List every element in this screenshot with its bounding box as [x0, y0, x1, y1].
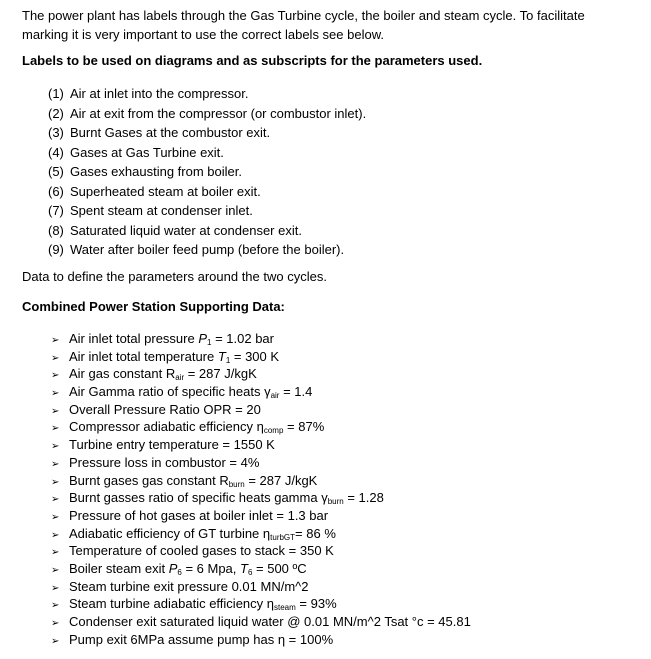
arrow-bullet-icon: ➢: [51, 476, 60, 488]
arrow-bullet-icon: ➢: [51, 458, 60, 470]
data-item-boiler-pressure: ➢ Pressure of hot gases at boiler inlet = 1.3 bar: [51, 507, 471, 525]
list-item: (1) Air at inlet into the compressor.: [48, 86, 249, 101]
arrow-bullet-icon: ➢: [51, 370, 60, 382]
arrow-bullet-icon: ➢: [51, 388, 60, 400]
arrow-bullet-icon: ➢: [51, 352, 60, 364]
arrow-bullet-icon: ➢: [51, 618, 60, 629]
labels-heading: Labels to be used on diagrams and as subscripts for the parameters used.: [22, 53, 483, 68]
arrow-bullet-icon: ➢: [51, 529, 60, 541]
data-item-gamma-burn: ➢ Burnt gasses ratio of specific heats gamma $\gamma_{burn} = 1.28$: [51, 489, 471, 507]
data-item-t1: ➢ Air inlet total temperature $T_1 = 300$ K: [51, 348, 471, 366]
list-item: (5) Gases exhausting from boiler.: [48, 164, 242, 179]
data-item-steam-exit-pressure: ➢ Steam turbine exit pressure 0.01 MN/m^2: [51, 578, 471, 596]
data-item-gamma-air: ➢ Air Gamma ratio of specific heats $\gamma_{air} = 1.4$: [51, 383, 471, 401]
data-item-stack-temp: ➢ Temperature of cooled gases to stack = 350 K: [51, 542, 471, 560]
arrow-bullet-icon: ➢: [51, 582, 60, 594]
intro-paragraph: The power plant has labels through the Gas Turbine cycle, the boiler and steam cycle. To facilitate marking it is very important to use the correct labels see below.: [22, 8, 585, 42]
arrow-bullet-icon: ➢: [51, 600, 60, 612]
list-item: (2) Air at exit from the compressor (or combustor inlet).: [48, 105, 367, 121]
data-item-boiler-steam: ➢ Boiler steam exit $P_6 = 6$ Mpa, $T_6 = 500$ ºC: [51, 560, 471, 578]
data-intro: Data to define the parameters around the two cycles.: [22, 269, 327, 284]
arrow-bullet-icon: ➢: [51, 494, 60, 506]
arrow-bullet-icon: ➢: [51, 405, 60, 417]
arrow-bullet-icon: ➢: [51, 511, 60, 523]
data-item-condenser: ➢ Condenser exit saturated liquid water @ 0.01 MN/m^2 Tsat °c = 45.81: [51, 613, 471, 631]
arrow-bullet-icon: ➢: [51, 441, 60, 453]
data-item-rburn: ➢ Burnt gases gas constant $R_{burn} = 287$ J/kgK: [51, 472, 471, 490]
data-list: [51, 330, 471, 648]
data-heading: Combined Power Station Supporting Data:: [22, 299, 285, 314]
arrow-bullet-icon: ➢: [51, 423, 60, 435]
data-item-opr: ➢ Overall Pressure Ratio OPR = 20: [51, 401, 471, 419]
data-item-eta-comp: ➢ Compressor adiabatic efficiency $\eta_{comp} = 87\%$: [51, 418, 471, 436]
data-item-pressure-loss: ➢ Pressure loss in combustor = 4%: [51, 454, 471, 472]
arrow-bullet-icon: ➢: [51, 635, 60, 647]
list-item: (4) Gases at Gas Turbine exit.: [48, 144, 224, 160]
arrow-bullet-icon: ➢: [51, 547, 60, 559]
data-item-pump: ➢ Pump exit 6MPa assume pump has η = 100%: [51, 631, 471, 649]
labels-list: [48, 84, 366, 260]
list-item: (8) Saturated liquid water at condenser exit.: [48, 222, 302, 238]
data-item-eta-steam: ➢ Steam turbine adiabatic efficiency $\eta_{steam} = 93\%$: [51, 595, 471, 613]
data-item-tet: ➢ Turbine entry temperature = 1550 K: [51, 436, 471, 454]
data-item-rair: ➢ Air gas constant $R_{air} = 287$ J/kgK: [51, 365, 471, 383]
list-item: (7) Spent steam at condenser inlet.: [48, 203, 253, 218]
list-item: (3) Burnt Gases at the combustor exit.: [48, 125, 271, 140]
list-item: (6) Superheated steam at boiler exit.: [48, 183, 261, 199]
arrow-bullet-icon: ➢: [51, 335, 60, 346]
data-item-p1: ➢ Air inlet total pressure $P_1 = 1.02$ bar: [51, 330, 471, 348]
data-item-eta-turb: ➢ Adiabatic efficiency of GT turbine $\eta_{turbGT}= 86$ %: [51, 525, 471, 543]
arrow-bullet-icon: ➢: [51, 564, 60, 576]
list-item: (9) Water after boiler feed pump (before the boiler).: [48, 242, 345, 257]
